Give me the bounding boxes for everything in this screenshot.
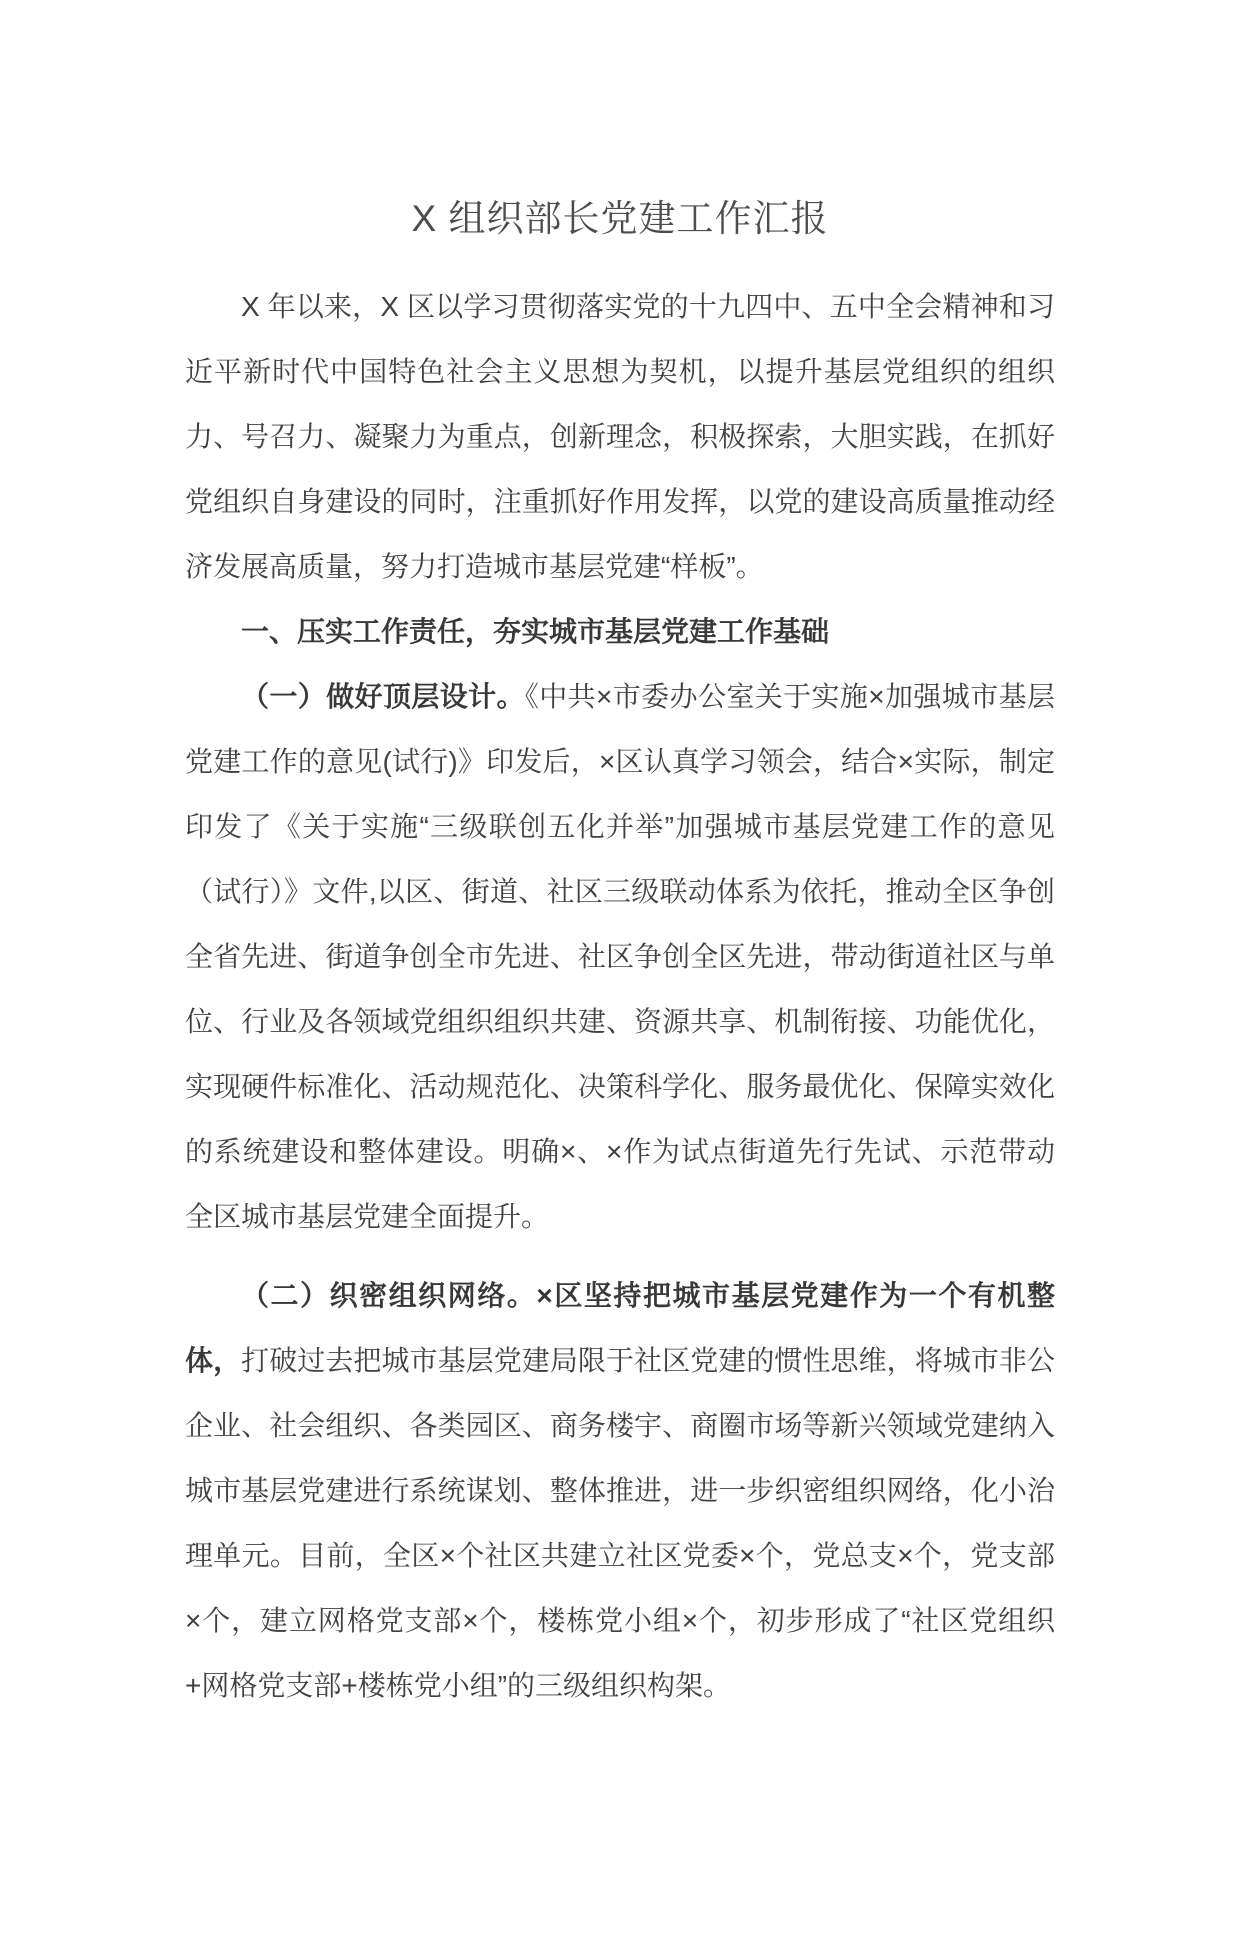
subsection-2-lead: （二）织密组织网络。×区坚持把城市基层党建作为一个有机整体， <box>185 1280 1055 1376</box>
intro-paragraph-text: X 年以来，X 区以学习贯彻落实党的十九四中、五中全会精神和习近平新时代中国特色社会主义思想为契机，以提升基层党组织的组织力、号召力、凝聚力为重点，创新理念，积极探索，大胆实践，在抓好党组织自身建设的同时，注重抓好作用发挥，以党的建设高质量推动经济发展高质量，努力打造城市基层党建“样板”。 <box>185 291 1055 582</box>
subsection-1-lead: （一）做好顶层设计。 <box>241 681 525 712</box>
subsection-2-body: 打破过去把城市基层党建局限于社区党建的惯性思维，将城市非公企业、社会组织、各类园区、商务楼宇、商圈市场等新兴领域党建纳入城市基层党建进行系统谋划、整体推进，进一步织密组织网络，化小治理单元。目前，全区×个社区共建立社区党委×个，党总支×个，党支部×个，建立网格党支部×个，楼栋党小组×个，初步形成了“社区党组织+网格党支部+楼栋党小组”的三级组织构架。 <box>185 1345 1055 1701</box>
subsection-paragraph-2 <box>185 1263 1055 1718</box>
section-heading-1 <box>185 599 1055 664</box>
intro-paragraph <box>185 274 1055 599</box>
section-heading-1-text: 一、压实工作责任，夯实城市基层党建工作基础 <box>241 616 830 647</box>
subsection-1-body: 《中共×市委办公室关于实施×加强城市基层党建工作的意见(试行)》印发后，×区认真学习领会，结合×实际，制定印发了《关于实施“三级联创五化并举”加强城市基层党建工作的意见（试行）》文件,以区、街道、社区三级联动体系为依托，推动全区争创全省先进、街道争创全市先进、社区争创全区先进，带动街道社区与单位、行业及各领域党组织组织共建、资源共享、机制衔接、功能优化，实现硬件标准化、活动规范化、决策科学化、服务最优化、保障实效化的系统建设和整体建设。明确×、×作为试点街道先行先试、示范带动全区城市基层党建全面提升。 <box>185 681 1055 1232</box>
document-page <box>0 192 1240 1946</box>
subsection-paragraph-1 <box>185 664 1055 1249</box>
document-title: X 组织部长党建工作汇报 <box>411 198 829 239</box>
